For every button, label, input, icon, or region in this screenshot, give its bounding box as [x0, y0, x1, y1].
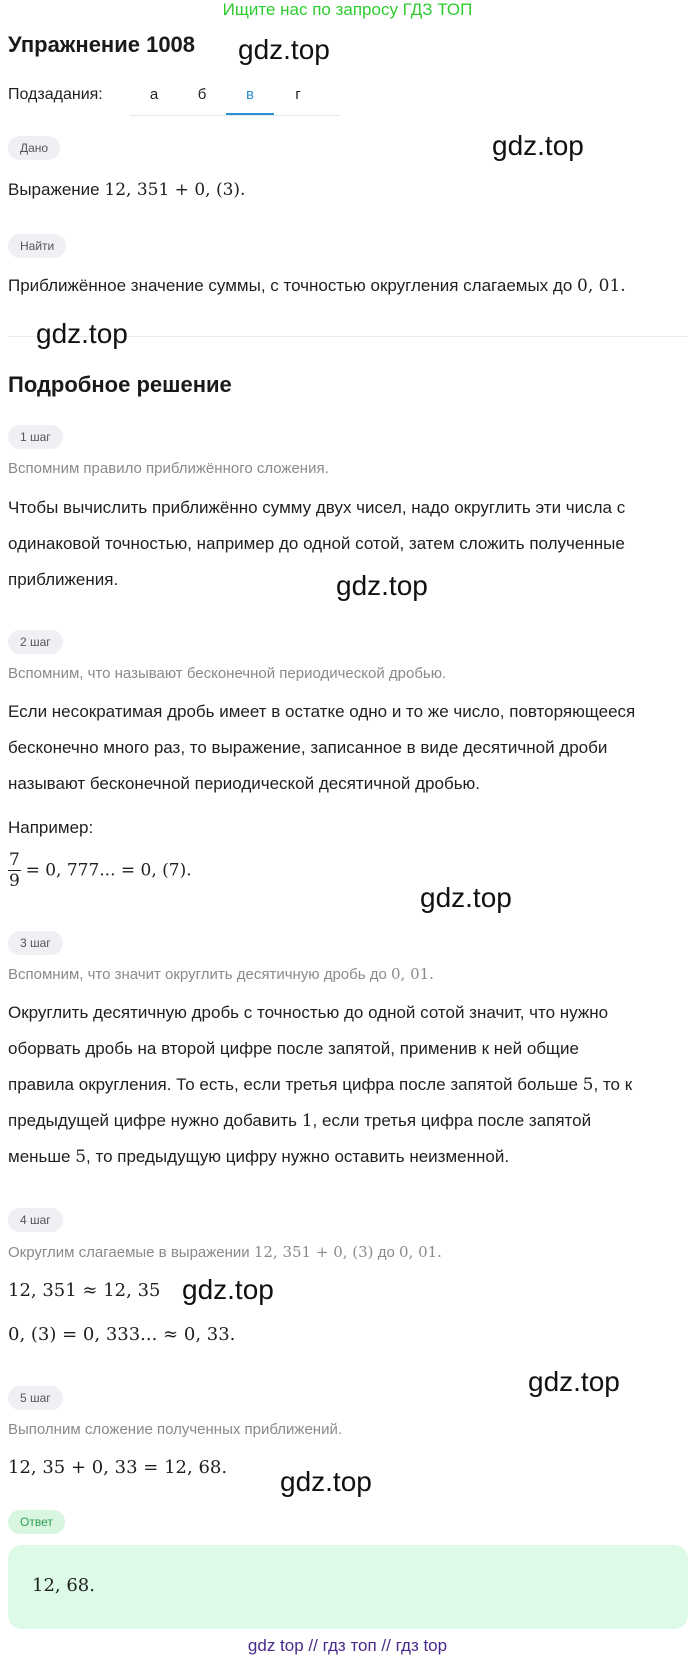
step-3-line-text: предыдущей цифре нужно добавить	[8, 1111, 297, 1130]
answer-box	[8, 1545, 688, 1629]
step-3-line-math: 1	[301, 1111, 313, 1131]
step-3-line-text: правила округления. То есть, если третья цифра после запятой больше	[8, 1075, 578, 1094]
step-4-hint-text: Округлим слагаемые в выражении	[8, 1244, 250, 1261]
given-badge: Дано	[8, 136, 60, 160]
step-4-hint-math: 12, 351 + 0, (3)	[253, 1243, 374, 1261]
step-5-badge: 5 шаг	[8, 1386, 63, 1410]
given-label: Выражение	[8, 180, 100, 199]
step-2-example-label: Например:	[8, 818, 94, 837]
watermark: gdz.top	[420, 882, 512, 913]
search-promo-link[interactable]: Ищите нас по запросу ГДЗ ТОП	[222, 0, 473, 19]
step-3-line	[8, 1103, 688, 1139]
tab-g[interactable]: г	[295, 86, 301, 103]
fraction-denominator: 9	[9, 871, 20, 891]
step-3-line: оборвать дробь на второй цифре после запятой, применив к ней общие	[8, 1039, 579, 1058]
fraction-numerator: 7	[9, 850, 20, 870]
watermark: gdz.top	[238, 34, 330, 65]
find-label: Приближённое значение суммы, с точностью округления слагаемых до	[8, 276, 573, 295]
watermark: gdz.top	[336, 570, 428, 601]
step-3-hint	[8, 965, 688, 983]
step-3-line-text: меньше	[8, 1147, 71, 1166]
step-1-line: приближения.	[8, 570, 119, 589]
subtasks-tabs	[130, 76, 340, 116]
page-title: Упражнение 1008	[8, 32, 196, 57]
find-text	[8, 268, 688, 304]
watermark: gdz.top	[280, 1466, 372, 1497]
given-expression: 12, 351 + 0, (3).	[104, 180, 246, 200]
step-3-line	[8, 1139, 688, 1175]
step-5-hint: Выполним сложение полученных приближений.	[8, 1421, 342, 1438]
step-3-hint-text: Вспомним, что значит округлить десятичную дробь до	[8, 966, 387, 983]
step-2-line: называют бесконечной периодической десятичной дробью.	[8, 774, 481, 793]
watermark: gdz.top	[492, 130, 584, 161]
watermark: gdz.top	[36, 318, 128, 349]
watermark: gdz.top	[182, 1274, 274, 1305]
answer-value: 12, 68.	[32, 1575, 95, 1596]
fraction	[8, 850, 21, 891]
step-3-line-math: 5	[75, 1147, 87, 1167]
step-3-line-text: , то к	[593, 1075, 633, 1094]
tab-a[interactable]: а	[149, 86, 159, 103]
step-3-line	[8, 1067, 688, 1103]
step-3-line: Округлить десятичную дробь с точностью до одной сотой значит, что нужно	[8, 1003, 609, 1022]
step-4-hint-text: до	[377, 1244, 395, 1261]
step-1-hint: Вспомним правило приближённого сложения.	[8, 460, 329, 477]
step-4-equation-2: 0, (3) = 0, 333... ≈ 0, 33.	[8, 1324, 236, 1345]
step-4-hint-math: 0, 01.	[398, 1243, 442, 1261]
subtasks-label: Подзадания:	[8, 86, 103, 103]
find-badge: Найти	[8, 234, 66, 258]
example-equation: = 0, 777... = 0, (7).	[25, 860, 192, 881]
step-2-line: Если несократимая дробь имеет в остатке одно и то же число, повторяющееся	[8, 702, 636, 721]
step-1-line: одинаковой точностью, например до одной сотой, затем сложить полученные	[8, 534, 625, 553]
step-1-line: Чтобы вычислить приближённо сумму двух чисел, надо округлить эти числа с	[8, 498, 626, 517]
step-2-line: бесконечно много раз, то выражение, записанное в виде десятичной дроби	[8, 738, 608, 757]
step-3-line-text: , если третья цифра после запятой	[312, 1111, 592, 1130]
given-text	[8, 172, 688, 208]
answer-badge: Ответ	[8, 1510, 65, 1534]
solution-title: Подробное решение	[8, 372, 232, 397]
step-2-example	[8, 850, 192, 891]
footer-links[interactable]: gdz top // гдз топ // гдз top	[247, 1636, 448, 1655]
step-3-hint-math: 0, 01.	[391, 965, 434, 983]
step-4-badge: 4 шаг	[8, 1208, 63, 1232]
step-4-hint	[8, 1243, 688, 1261]
step-3-line-text: , то предыдущую цифру нужно оставить неизменной.	[86, 1147, 510, 1166]
find-precision: 0, 01.	[577, 276, 626, 296]
step-2-badge: 2 шаг	[8, 630, 63, 654]
step-3-line-math: 5	[582, 1075, 594, 1095]
step-1-badge: 1 шаг	[8, 425, 63, 449]
step-4-equation-1: 12, 351 ≈ 12, 35	[8, 1280, 161, 1301]
watermark: gdz.top	[528, 1366, 620, 1397]
step-5-equation: 12, 35 + 0, 33 = 12, 68.	[8, 1457, 228, 1478]
tab-v[interactable]: в	[226, 76, 274, 115]
tab-b[interactable]: б	[197, 86, 207, 103]
step-3-badge: 3 шаг	[8, 931, 63, 955]
step-2-hint: Вспомним, что называют бесконечной периодической дробью.	[8, 665, 447, 682]
